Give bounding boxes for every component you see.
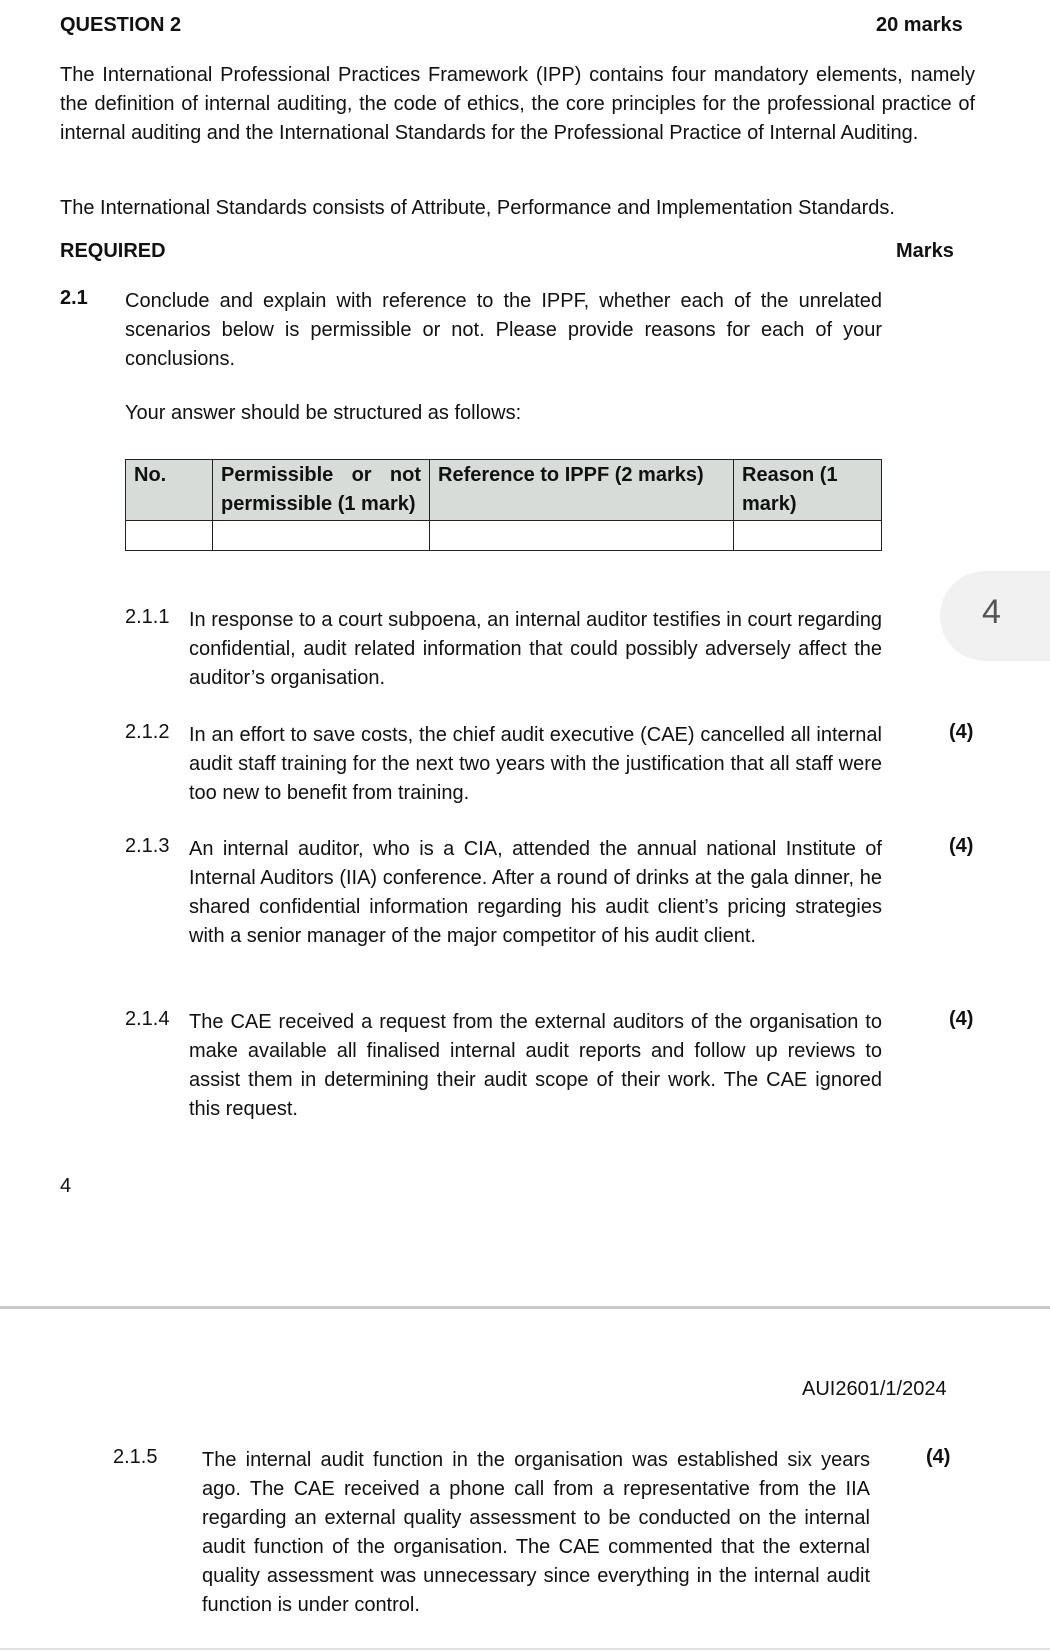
page-number: 4 [60,1175,72,1197]
question-total-marks: 20 marks [876,14,963,36]
item-number: 2.1.3 [125,835,170,857]
section-instruction: Conclude and explain with reference to the IPPF, whether each of the unrelated scenarios below is permissible or not. Please provide reasons for each of your conclusions. [125,290,882,370]
header-permissible: Permissible or not permissible (1 mark) [213,460,430,521]
intro-paragraph: The International Professional Practices Framework (IPP) contains four mandatory elements, namely the definition of internal auditing, the code of ethics, the core principles for the professional practice of internal auditing and the International Standards for the Professional Practice of Internal Auditing. [60,64,975,144]
table-cell [126,521,213,551]
item-marks: (4) [949,721,974,743]
item-text: In response to a court subpoena, an internal auditor testifies in court regarding confidential, audit related information that could possibly adversely affect the auditor’s organisation. [189,609,882,689]
item-marks: (4) [949,1008,974,1030]
item-number: 2.1.1 [125,606,170,628]
table-header-row [126,460,882,521]
page-bottom-edge [0,1648,1050,1650]
marks-heading: Marks [896,240,954,262]
header-reference: Reference to IPPF (2 marks) [430,460,734,521]
item-number: 2.1.5 [113,1446,158,1468]
structure-note: Your answer should be structured as follows: [125,402,522,424]
table-cell [213,521,430,551]
item-text: An internal auditor, who is a CIA, attended the annual national Institute of Internal Auditors (IIA) conference. After a round of drinks at the gala dinner, he shared confidential information regarding his audit client’s pricing strategies with a senior manager of the major competitor of his audit client. [189,838,882,947]
document-code: AUI2601/1/2024 [802,1378,947,1400]
page-indicator-badge[interactable] [940,571,1050,661]
item-number: 2.1.2 [125,721,170,743]
table-cell [430,521,734,551]
required-heading: REQUIRED [60,240,166,262]
item-text: The CAE received a request from the external auditors of the organisation to make available all finalised internal audit reports and follow up reviews to assist them in determining their audit scope of their work. The CAE ignored this request. [189,1011,882,1120]
standards-paragraph: The International Standards consists of Attribute, Performance and Implementation Standards. [60,197,895,219]
table-row [126,521,882,551]
item-marks: (4) [926,1446,951,1468]
page-divider [0,1306,1050,1309]
section-number: 2.1 [60,287,88,309]
question-title: QUESTION 2 [60,14,182,36]
item-text: In an effort to save costs, the chief audit executive (CAE) cancelled all internal audit staff training for the next two years with the justification that all staff were too new to benefit from training. [189,724,882,804]
item-text: The internal audit function in the organisation was established six years ago. The CAE received a phone call from a representative from the IIA regarding an external quality assessment to be conducted on the internal audit function of the organisation. The CAE commented that the external quality assessment was unnecessary since everything in the internal audit function is under control. [202,1449,870,1616]
item-number: 2.1.4 [125,1008,170,1030]
header-no: No. [126,460,213,521]
page-indicator-number: 4 [982,593,1001,631]
answer-structure-table [125,459,882,551]
header-reason: Reason (1 mark) [734,460,882,521]
item-marks: (4) [949,835,974,857]
table-cell [734,521,882,551]
